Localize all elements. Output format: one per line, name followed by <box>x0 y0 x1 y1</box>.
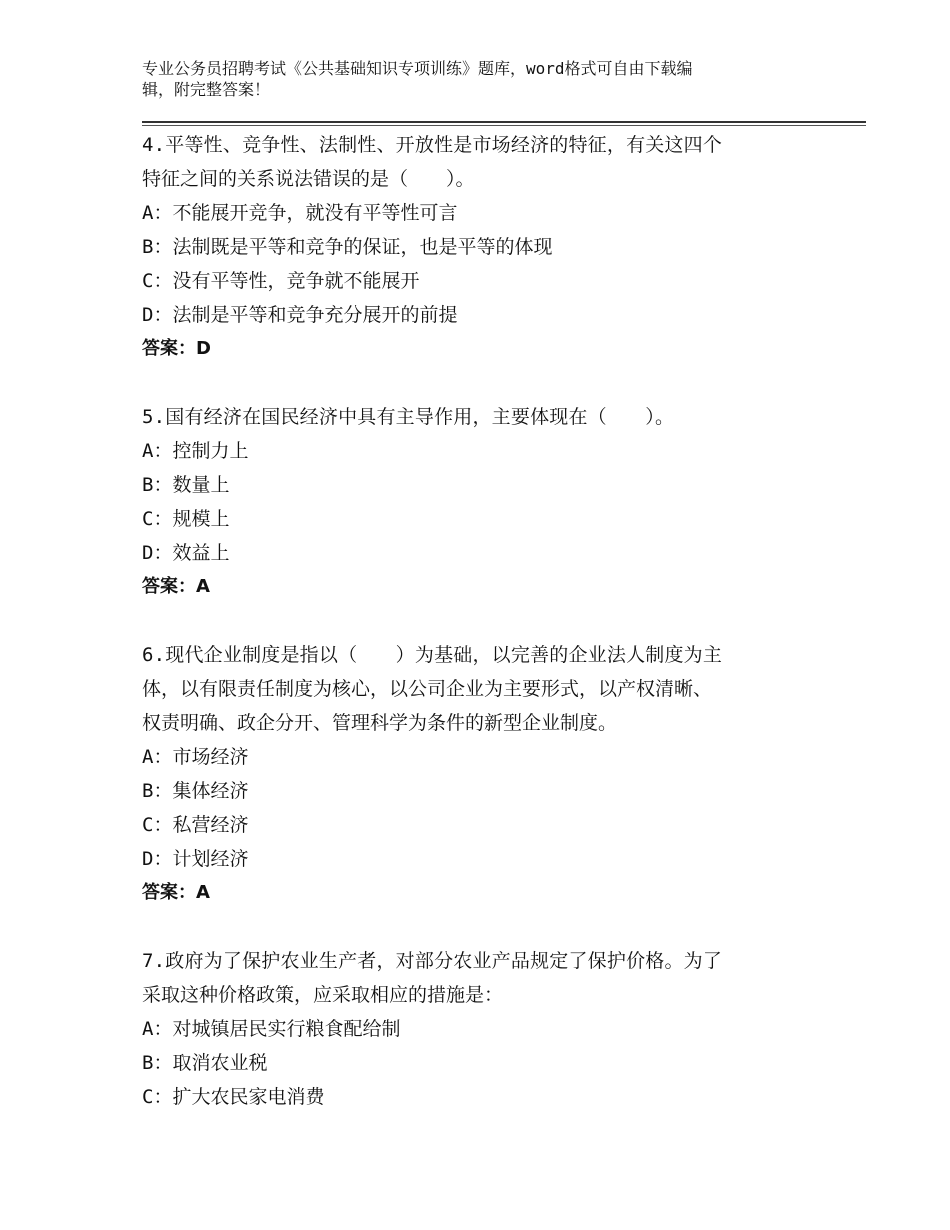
question-7 <box>142 944 822 1114</box>
option-a: A：对城镇居民实行粮食配给制 <box>142 1018 401 1040</box>
question-stem <box>142 128 822 196</box>
stem-line: 特征之间的关系说法错误的是（ ）。 <box>142 168 475 190</box>
option-a: A：市场经济 <box>142 746 249 768</box>
header-divider-thick <box>142 121 866 123</box>
question-spacer <box>142 910 822 944</box>
header-line-1: 专业公务员招聘考试《公共基础知识专项训练》题库，word格式可自由下载编 <box>142 59 693 78</box>
question-list <box>142 128 822 1114</box>
answer-label: 答案：D <box>142 338 211 359</box>
answer-label: 答案：A <box>142 882 210 903</box>
option-c: C：扩大农民家电消费 <box>142 1086 325 1108</box>
option-b: B：数量上 <box>142 474 230 496</box>
stem-line: 5.国有经济在国民经济中具有主导作用，主要体现在（ ）。 <box>142 406 675 428</box>
option-d: D：法制是平等和竞争充分展开的前提 <box>142 304 458 326</box>
option-b: B：集体经济 <box>142 780 249 802</box>
option-b: B：取消农业税 <box>142 1052 268 1074</box>
header-divider-thin <box>142 125 866 126</box>
question-stem <box>142 944 822 1012</box>
question-spacer <box>142 366 822 400</box>
option-c: C：规模上 <box>142 508 230 530</box>
question-5 <box>142 400 822 604</box>
option-a: A：不能展开竞争，就没有平等性可言 <box>142 202 458 224</box>
question-stem <box>142 400 822 434</box>
option-c: C：私营经济 <box>142 814 249 836</box>
question-4 <box>142 128 822 366</box>
stem-line: 权责明确、政企分开、管理科学为条件的新型企业制度。 <box>142 712 618 734</box>
document-header <box>142 58 792 100</box>
option-b: B：法制既是平等和竞争的保证，也是平等的体现 <box>142 236 553 258</box>
stem-line: 采取这种价格政策，应采取相应的措施是： <box>142 984 504 1006</box>
option-d: D：计划经济 <box>142 848 249 870</box>
stem-line: 体，以有限责任制度为核心，以公司企业为主要形式，以产权清晰、 <box>142 678 713 700</box>
answer-label: 答案：A <box>142 576 210 597</box>
option-a: A：控制力上 <box>142 440 249 462</box>
stem-line: 6.现代企业制度是指以（ ）为基础，以完善的企业法人制度为主 <box>142 644 723 666</box>
option-c: C：没有平等性，竞争就不能展开 <box>142 270 420 292</box>
question-stem <box>142 638 822 740</box>
question-6 <box>142 638 822 910</box>
stem-line: 4.平等性、竞争性、法制性、开放性是市场经济的特征，有关这四个 <box>142 134 723 156</box>
option-d: D：效益上 <box>142 542 230 564</box>
header-line-2: 辑，附完整答案！ <box>142 80 271 99</box>
question-spacer <box>142 604 822 638</box>
stem-line: 7.政府为了保护农业生产者，对部分农业产品规定了保护价格。为了 <box>142 950 723 972</box>
